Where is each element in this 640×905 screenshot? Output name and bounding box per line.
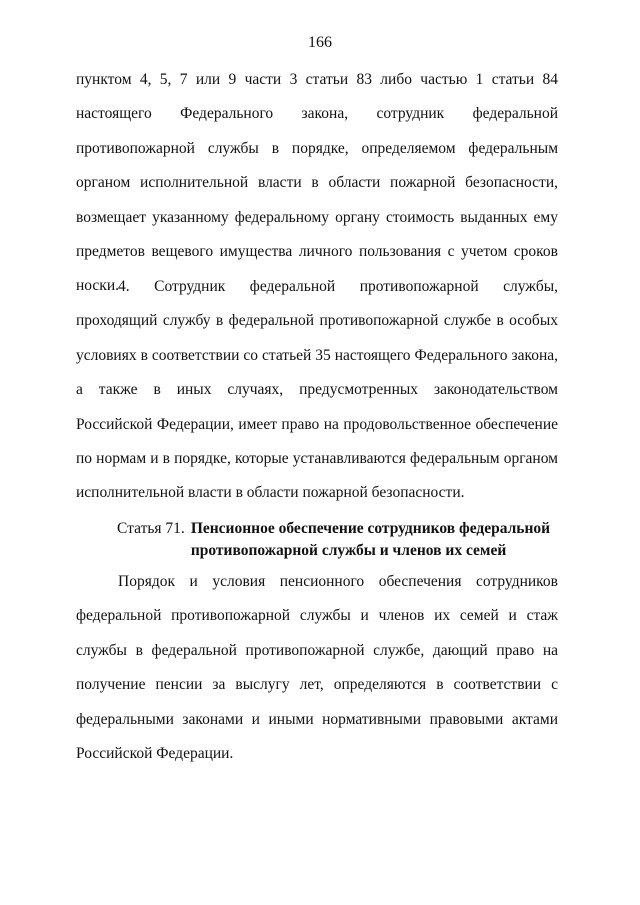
paragraph-text: 4. Сотрудник федеральной противопожарной службы, проходящий службу в федеральной противопожарной службе в особых условиях в соответствии со статьей 35 настоящего Федерального закона, а также в иных случаях, предусмотренных законодательством Российской Федерации, имеет право на продовольственное обеспечение по нормам и в порядке, которые устанавливаются федеральным органом исполнительной власти в области пожарной безопасности.: [76, 278, 558, 502]
article-title: Пенсионное обеспечение сотрудников федеральной противопожарной службы и членов их семей: [190, 520, 551, 559]
paragraph-text: Порядок и условия пенсионного обеспечения сотрудников федеральной противопожарной службы и членов их семей и стаж службы в федеральной противопожарной службе, дающий право на получение пенсии за выслугу лет, определяются в соответствии с федеральными законами и иными нормативными правовыми актами Российской Федерации.: [76, 573, 558, 763]
article-paragraph: [76, 565, 558, 771]
paragraph-text: пунктом 4, 5, 7 или 9 части 3 статьи 83 либо частью 1 статьи 84 настоящего Федерального закона, сотрудник федеральной противопожарной службы в порядке, определяемом федеральным органом исполнительной власти в области пожарной безопасности, возмещает указанному федеральному органу стоимость выданных ему предметов вещевого имущества личного пользования с учетом сроков носки.: [76, 71, 558, 295]
page-number: 166: [308, 34, 332, 51]
article-heading: [117, 518, 577, 562]
paragraph-item-4: [76, 270, 558, 511]
article-number: Статья 71.: [117, 520, 185, 537]
paragraph-continuation: [76, 63, 558, 304]
